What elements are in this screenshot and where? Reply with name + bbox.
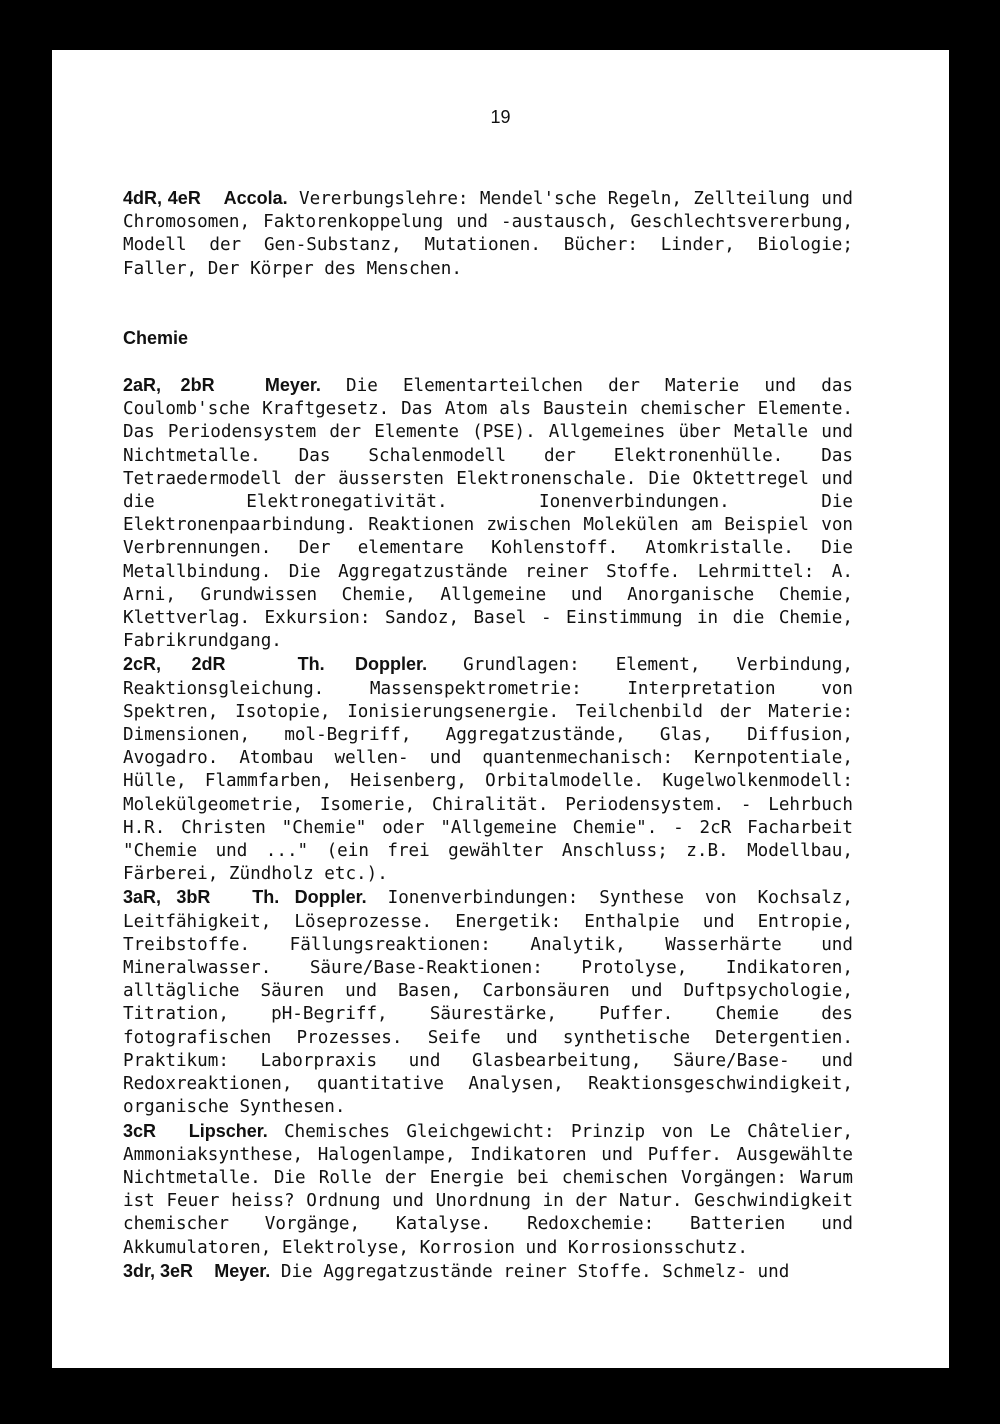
course-code: 2aR, 2bR bbox=[123, 375, 215, 395]
course-code: 3dr, 3eR bbox=[123, 1260, 194, 1281]
course-entry bbox=[123, 653, 853, 886]
teacher-name: Th. Doppler. bbox=[252, 887, 367, 908]
course-entry bbox=[123, 1260, 853, 1284]
section-heading: Chemie bbox=[123, 328, 189, 348]
teacher-name: Meyer. bbox=[264, 375, 321, 395]
course-code: 3aR, 3bR bbox=[123, 887, 211, 908]
teacher-name: Th. Doppler. bbox=[297, 654, 428, 675]
teacher-name: Meyer. bbox=[214, 1260, 271, 1281]
course-entry bbox=[123, 886, 853, 1119]
course-entry bbox=[123, 1120, 853, 1260]
intro-paragraph bbox=[123, 187, 853, 281]
course-description: Grundlagen: Element, Verbindung, Reaktionsgleichung. Massenspektrometrie: Interpretation von Spektren, Isotopie, Ionisierungsenergie. Teilchenbild der Materie: Dimensionen, mol-Begriff, Aggregatzustände, Glas, Diffusion, Avogadro. Atombau wellen- und quantenmechanisch: Kernpotentiale, Hülle, Flammfarben, Heisenberg, Orbitalmodelle. Kugelwolkenmodell: Molekülgeometrie, Isomerie, Chiralität. Periodensystem. - Lehrbuch H.R. Christen "Chemie" oder "Allgemeine Chemie". - 2cR Facharbeit "Chemie und ..." (ein frei gewählter Anschluss; z.B. Modellbau, Färberei, Zündholz etc.). bbox=[123, 655, 854, 885]
course-description: Vererbungslehre: Mendel'sche Regeln, Zellteilung und Chromosomen, Faktorenkoppelung und -austausch, Geschlechtsvererbung, Modell der Gen-Substanz, Mutationen. Bücher: Linder, Biologie; Faller, Der Körper des Menschen. bbox=[123, 189, 854, 279]
course-code: 3cR bbox=[123, 1120, 157, 1141]
teacher-name: Lipscher. bbox=[188, 1120, 268, 1141]
course-entry bbox=[123, 187, 853, 281]
course-code: 4dR, 4eR bbox=[123, 188, 201, 208]
teacher-name: Accola. bbox=[223, 188, 288, 208]
course-description: Chemisches Gleichgewicht: Prinzip von Le Châtelier, Ammoniaksynthese, Halogenlampe, Indikatoren und Puffer. Ausgewählte Nichtmetalle. Die Rolle der Energie bei chemischen Vorgängen: Warum ist Feuer heiss? Ordnung und Unordnung in der Natur. Geschwindigkeit chemischer Vorgänge, Katalyse. Redoxchemie: Batterien und Akkumulatoren, Elektrolyse, Korrosion und Korrosionsschutz. bbox=[123, 1121, 853, 1258]
course-description: Die Aggregatzustände reiner Stoffe. Schmelz- und bbox=[280, 1261, 790, 1282]
course-entry bbox=[123, 374, 853, 653]
course-description: Ionenverbindungen: Synthese von Kochsalz, Leitfähigkeit, Löseprozesse. Energetik: Enthalpie und Entropie, Treibstoffe. Fällungsreaktionen: Analytik, Wasserhärte und Mineralwasser. Säure/Base-Reaktionen: Protolyse, Indikatoren, alltägliche Säuren und Basen, Carbonsäuren und Duftpsychologie, Titration, pH-Begriff, Säurestärke, Puffer. Chemie des fotografischen Prozesses. Seife und synthetische Detergentien. Praktikum: Laborpraxis und Glasbearbeitung, Säure/Base- und Redoxreaktionen, quantitative Analysen, Reaktionsgeschwindigkeit, organische Synthesen. bbox=[123, 888, 853, 1118]
course-code: 2cR, 2dR bbox=[123, 654, 226, 675]
page-number: 19 bbox=[490, 107, 511, 127]
course-description: Die Elementarteilchen der Materie und das Coulomb'sche Kraftgesetz. Das Atom als Baustein chemischer Elemente. Das Periodensystem der Elemente (PSE). Allgemeines über Metalle und Nichtmetalle. Das Schalenmodell der Elektronenhülle. Das Tetraedermodell der äussersten Elektronenschale. Die Oktettregel und die Elektronegativität. Ionenverbindungen. Die Elektronenpaarbindung. Reaktionen zwischen Molekülen am Beispiel von Verbrennungen. Der elementare Kohlenstoff. Atomkristalle. Die Metallbindung. Die Aggregatzustände reiner Stoffe. Lehrmittel: A. Arni, Grundwissen Chemie, Allgemeine und Anorganische Chemie, Klettverlag. Exkursion: Sandoz, Basel - Einstimmung in die Chemie, Fabrikrundgang. bbox=[123, 376, 854, 652]
chemie-entries bbox=[123, 374, 853, 1284]
document-page bbox=[52, 50, 949, 1368]
